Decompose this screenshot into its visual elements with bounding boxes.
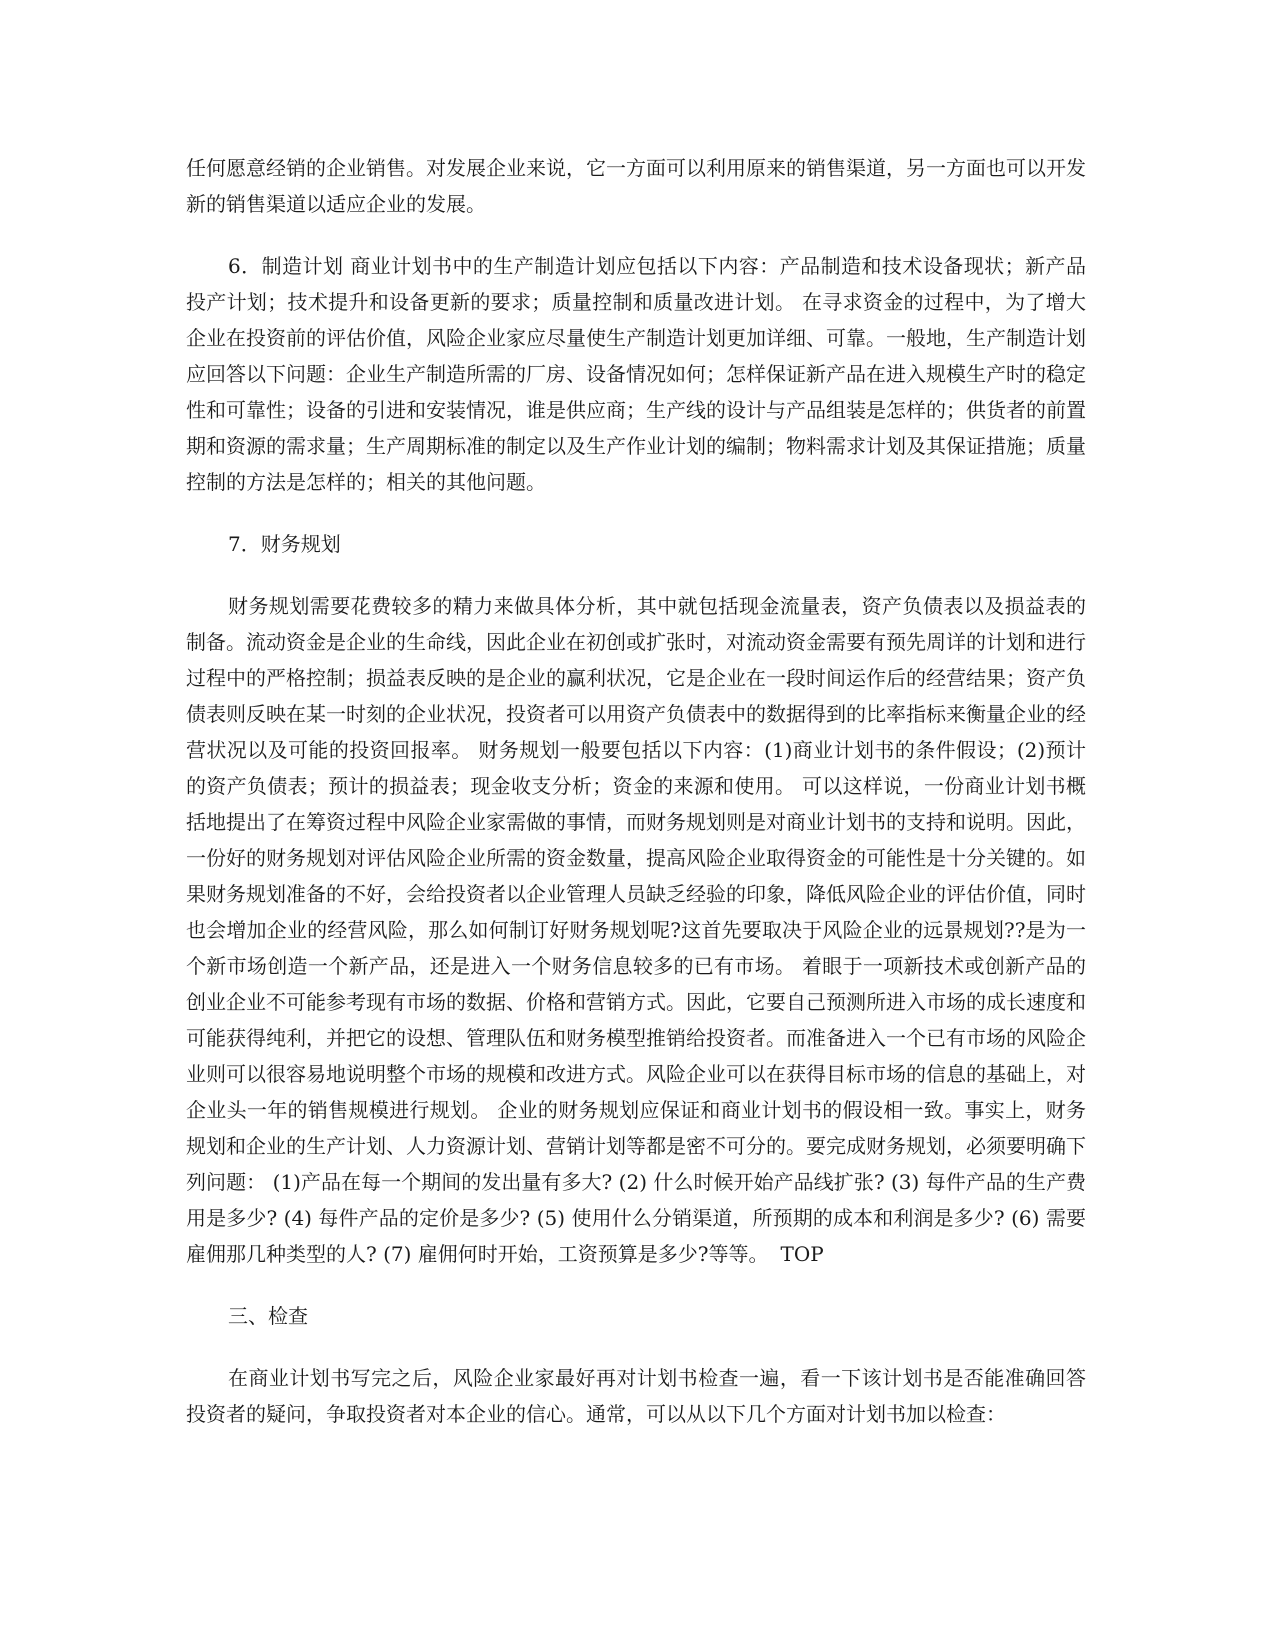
paragraph-review: 在商业计划书写完之后，风险企业家最好再对计划书检查一遍，看一下该计划书是否能准确回答投资者的疑问，争取投资者对本企业的信心。通常，可以从以下几个方面对计划书加以检查： bbox=[186, 1366, 1086, 1426]
document-page bbox=[186, 150, 1086, 1458]
heading-review: 三、检查 bbox=[228, 1304, 308, 1328]
heading-financial-planning: 7．财务规划 bbox=[228, 532, 341, 556]
paragraph-manufacturing-plan: 6．制造计划 商业计划书中的生产制造计划应包括以下内容：产品制造和技术设备现状；新产品投产计划；技术提升和设备更新的要求；质量控制和质量改进计划。 在寻求资金的过程中，为了增大企业在投资前的评估价值，风险企业家应尽量使生产制造计划更加详细、可靠。一般地，生产制造计划应回答以下问题：企业生产制造所需的厂房、设备情况如何；怎样保证新产品在进入规模生产时的稳定性和可靠性；设备的引进和安装情况，谁是供应商；生产线的设计与产品组装是怎样的；供货者的前置期和资源的需求量；生产周期标准的制定以及生产作业计划的编制；物料需求计划及其保证措施；质量控制的方法是怎样的；相关的其他问题。 bbox=[186, 254, 1086, 494]
paragraph-financial-planning-text: 财务规划需要花费较多的精力来做具体分析，其中就包括现金流量表，资产负债表以及损益表的制备。流动资金是企业的生命线，因此企业在初创或扩张时，对流动资金需要有预先周详的计划和进行过程中的严格控制；损益表反映的是企业的赢利状况，它是企业在一段时间运作后的经营结果；资产负债表则反映在某一时刻的企业状况，投资者可以用资产负债表中的数据得到的比率指标来衡量企业的经营状况以及可能的投资回报率。 财务规划一般要包括以下内容：(1)商业计划书的条件假设；(2)预计的资产负债表；预计的损益表；现金收支分析；资金的来源和使用。 可以这样说，一份商业计划书概括地提出了在筹资过程中风险企业家需做的事情，而财务规划则是对商业计划书的支持和说明。因此，一份好的财务规划对评估风险企业所需的资金数量，提高风险企业取得资金的可能性是十分关键的。如果财务规划准备的不好，会给投资者以企业管理人员缺乏经验的印象，降低风险企业的评估价值，同时也会增加企业的经营风险，那么如何制订好财务规划呢?这首先要取决于风险企业的远景规划??是为一个新市场创造一个新产品，还是进入一个财务信息较多的已有市场。 着眼于一项新技术或创新产品的创业企业不可能参考现有市场的数据、价格和营销方式。因此，它要自己预测所进入市场的成长速度和可能获得纯利，并把它的设想、管理队伍和财务模型推销给投资者。而准备进入一个已有市场的风险企业则可以很容易地说明整个市场的规模和改进方式。风险企业可以在获得目标市场的信息的基础上，对企业头一年的销售规模进行规划。 企业的财务规划应保证和商业计划书的假设相一致。事实上，财务规划和企业的生产计划、人力资源计划、营销计划等都是密不可分的。要完成财务规划，必须要明确下列问题： (1)产品在每一个期间的发出量有多大? (2) 什么时候开始产品线扩张? (3) 每件产品的生产费用是多少? (4) 每件产品的定价是多少? (5) 使用什么分销渠道，所预期的成本和利润是多少? (6) 需要雇佣那几种类型的人? (7) 雇佣何时开始，工资预算是多少?等等。 bbox=[186, 594, 1086, 1266]
paragraph-financial-planning bbox=[186, 588, 1086, 1272]
top-link[interactable]: TOP bbox=[780, 1242, 824, 1266]
paragraph-sales-channels: 任何愿意经销的企业销售。对发展企业来说，它一方面可以利用原来的销售渠道，另一方面也可以开发新的销售渠道以适应企业的发展。 bbox=[186, 156, 1086, 216]
